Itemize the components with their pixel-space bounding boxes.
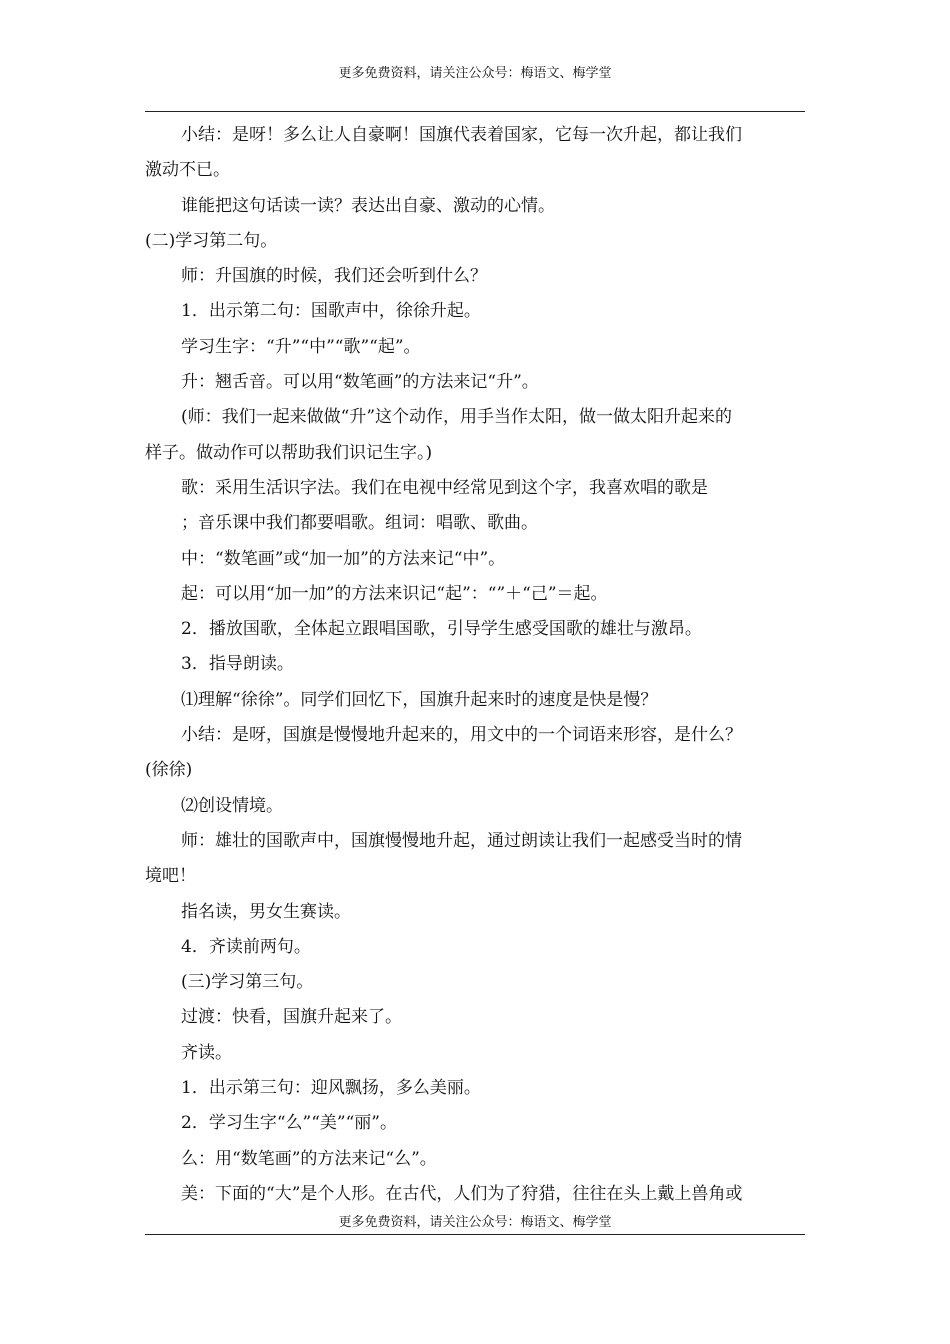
page-footer: 更多免费资料，请关注公众号：梅语文、梅学堂	[338, 1215, 612, 1230]
paragraph-line: 激动不已。	[145, 160, 230, 181]
paragraph-line: 谁能把这句话读一读？表达出自豪、激动的心情。	[181, 195, 555, 216]
paragraph-line: ⑴理解“徐徐”。同学们回忆下，国旗升起来时的速度是快是慢？	[181, 689, 658, 710]
paragraph-line: 样子。做动作可以帮助我们识记生字。)	[145, 442, 433, 463]
paragraph-line: 小结：是呀！多么让人自豪啊！国旗代表着国家，它每一次升起，都让我们	[181, 125, 742, 145]
section-heading: (三)学习第三句。	[181, 972, 314, 993]
paragraph-line: 起：可以用“加一加”的方法来识记“起”：“”＋“己”＝起。	[181, 583, 608, 604]
paragraph-line: ；音乐课中我们都要唱歌。组词：唱歌、歌曲。	[181, 513, 538, 534]
paragraph-line: 小结：是呀，国旗是慢慢地升起来的，用文中的一个词语来形容，是什么？	[181, 725, 742, 746]
paragraph-line: 境吧！	[145, 866, 196, 887]
paragraph-line: 2．学习生字“么”“美”“丽”。	[181, 1113, 397, 1134]
paragraph-line: 歌：采用生活识字法。我们在电视中经常见到这个字，我喜欢唱的歌是	[181, 477, 708, 498]
paragraph-line: 师：升国旗的时候，我们还会听到什么？	[181, 266, 487, 287]
section-heading: (二)学习第二句。	[145, 230, 278, 251]
paragraph-line: 中：“数笔画”或“加一加”的方法来记“中”。	[181, 548, 506, 569]
paragraph-line: 3．指导朗读。	[181, 654, 294, 675]
paragraph-line: 过渡：快看，国旗升起来了。	[181, 1007, 402, 1028]
paragraph-line: 4．齐读前两句。	[181, 936, 311, 957]
paragraph-line: 指名读，男女生赛读。	[181, 901, 351, 922]
paragraph-line: 么：用“数笔画”的方法来记“么”。	[181, 1148, 437, 1169]
paragraph-line: 升：翘舌音。可以用“数笔画”的方法来记“升”。	[181, 372, 539, 393]
paragraph-line: 师：雄壮的国歌声中，国旗慢慢地升起，通过朗读让我们一起感受当时的情	[181, 830, 742, 851]
paragraph-line: 学习生字：“升”“中”“歌”“起”。	[181, 336, 421, 357]
paragraph-line: 齐读。	[181, 1042, 232, 1063]
paragraph-line: 2．播放国歌，全体起立跟唱国歌，引导学生感受国歌的雄壮与激昂。	[181, 619, 702, 640]
header-rule	[145, 111, 805, 112]
footer-rule	[145, 1234, 805, 1235]
page-header: 更多免费资料，请关注公众号：梅语文、梅学堂	[338, 66, 612, 81]
document-body	[145, 118, 805, 1212]
paragraph-line: (徐徐)	[145, 760, 193, 781]
paragraph-line: (师：我们一起来做做“升”这个动作，用手当作太阳，做一做太阳升起来的	[181, 407, 733, 428]
paragraph-line: 美：下面的“大”是个人形。在古代，人们为了狩猎，往往在头上戴上兽角或	[181, 1183, 743, 1204]
paragraph-line: 1．出示第三句：迎风飘扬，多么美丽。	[181, 1078, 481, 1099]
paragraph-line: 1．出示第二句：国歌声中，徐徐升起。	[181, 301, 481, 322]
paragraph-line: ⑵创设情境。	[181, 795, 283, 816]
